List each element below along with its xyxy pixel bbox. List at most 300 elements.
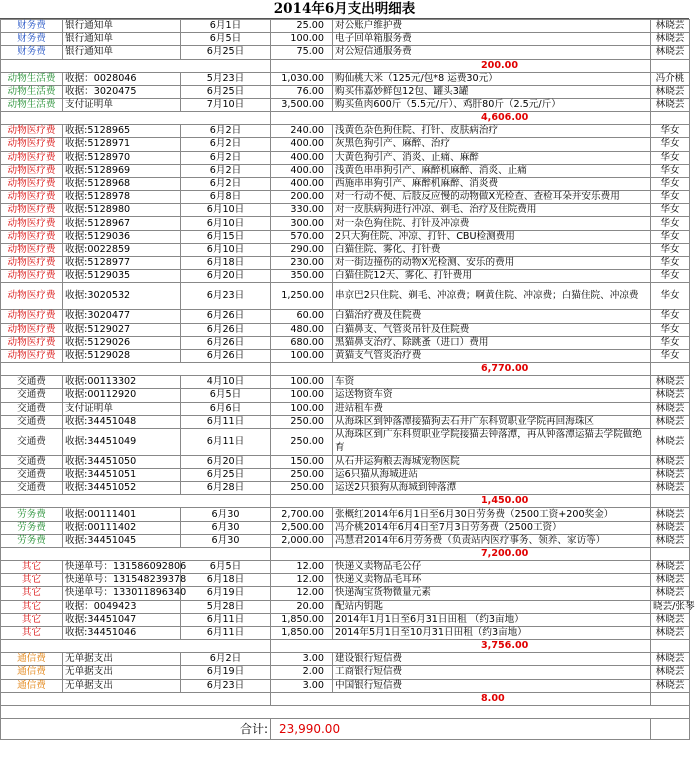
category-cell: 交通费 [1,455,63,468]
table-row [1,376,690,389]
date-cell: 6月26日 [181,323,271,336]
table-row [1,349,690,362]
reference-cell: 银行通知单 [63,20,181,33]
date-cell: 6月2日 [181,151,271,164]
person-cell: 林晓芸 [651,98,690,111]
person-cell: 林晓芸 [651,469,690,482]
date-cell: 6月10日 [181,243,271,256]
description-cell: 进站租车费 [333,402,651,415]
category-cell: 交通费 [1,428,63,455]
total-spacer [651,718,690,739]
reference-cell: 银行通知单 [63,46,181,59]
amount-cell: 250.00 [271,469,333,482]
date-cell: 6月25日 [181,85,271,98]
date-cell: 6月19日 [181,666,271,679]
person-cell: 林晓芸 [651,587,690,600]
table-row [1,257,690,270]
subtotal-spacer [651,59,690,72]
amount-cell: 100.00 [271,33,333,46]
description-cell: 运送2只狼狗从海城到钟落潭 [333,482,651,495]
amount-cell: 2,000.00 [271,534,333,547]
table-row [1,177,690,190]
person-cell: 华女 [651,323,690,336]
date-cell: 5月23日 [181,72,271,85]
amount-cell: 1,250.00 [271,283,333,310]
category-cell: 财务费 [1,33,63,46]
subtotal-spacer [651,495,690,508]
description-cell: 白猫鼻支、气管炎吊针及住院费 [333,323,651,336]
amount-cell: 400.00 [271,151,333,164]
person-cell: 林晓芸 [651,534,690,547]
sheet-title: 2014年6月支出明细表 [0,0,689,19]
table-row [1,98,690,111]
table-row [1,336,690,349]
person-cell: 华女 [651,270,690,283]
date-cell: 6月15日 [181,230,271,243]
amount-cell: 25.00 [271,20,333,33]
amount-cell: 2.00 [271,666,333,679]
category-cell: 动物生活费 [1,98,63,111]
reference-cell: 支付证明单 [63,402,181,415]
table-row [1,455,690,468]
category-cell: 动物医疗费 [1,270,63,283]
reference-cell: 无单据支出 [63,653,181,666]
reference-cell: 收据:34451049 [63,428,181,455]
reference-cell: 收据:5128965 [63,125,181,138]
amount-cell: 150.00 [271,455,333,468]
date-cell: 6月25日 [181,469,271,482]
table-row [1,613,690,626]
date-cell: 5月28日 [181,600,271,613]
person-cell: 华女 [651,310,690,323]
reference-cell: 收据:00113302 [63,376,181,389]
subtotal-amount: 3,756.00 [271,640,651,653]
date-cell: 6月28日 [181,482,271,495]
subtotal-row [1,112,690,125]
category-cell: 动物生活费 [1,72,63,85]
description-cell: 张概红2014年6月1日至6月30日劳务费（2500工资+200奖金） [333,508,651,521]
amount-cell: 300.00 [271,217,333,230]
subtotal-spacer [1,640,271,653]
table-row [1,270,690,283]
amount-cell: 60.00 [271,310,333,323]
category-cell: 动物医疗费 [1,349,63,362]
amount-cell: 230.00 [271,257,333,270]
reference-cell: 收据：0028046 [63,72,181,85]
subtotal-spacer [1,59,271,72]
category-cell: 动物医疗费 [1,191,63,204]
amount-cell: 1,850.00 [271,626,333,639]
expense-table-body [1,20,695,740]
date-cell: 6月2日 [181,138,271,151]
description-cell: 灰黑色狗引产、麻醉、治疗 [333,138,651,151]
table-row [1,20,690,33]
description-cell: 从海珠区到钟落潭接猫狗去石井广东科贸职业学院再回海珠区 [333,415,651,428]
date-cell: 6月11日 [181,613,271,626]
spacer-cell [1,705,690,718]
person-cell: 林晓芸 [651,574,690,587]
description-cell: 冯介桃2014年6月4日至7月3日劳务费（2500工资） [333,521,651,534]
description-cell: 白猫住院、雾化、打针费 [333,243,651,256]
amount-cell: 290.00 [271,243,333,256]
description-cell: 快递淘宝货物微量元素 [333,587,651,600]
category-cell: 财务费 [1,46,63,59]
description-cell: 快递义卖物品毛耳环 [333,574,651,587]
table-row [1,626,690,639]
description-cell: 中国银行短信费 [333,679,651,692]
category-cell: 其它 [1,613,63,626]
amount-cell: 100.00 [271,389,333,402]
amount-cell: 100.00 [271,402,333,415]
person-cell: 华女 [651,217,690,230]
person-cell: 华女 [651,349,690,362]
amount-cell: 12.00 [271,587,333,600]
category-cell: 动物医疗费 [1,230,63,243]
category-cell: 动物医疗费 [1,204,63,217]
amount-cell: 2,700.00 [271,508,333,521]
person-cell: 华女 [651,177,690,190]
description-cell: 对一杂色狗住院、打针及冲凉费 [333,217,651,230]
person-cell: 林晓芸 [651,20,690,33]
person-cell: 林晓芸 [651,666,690,679]
amount-cell: 400.00 [271,138,333,151]
reference-cell: 收据:5128967 [63,217,181,230]
table-row [1,521,690,534]
person-cell: 林晓芸 [651,521,690,534]
table-row [1,164,690,177]
description-cell: 西施串串狗引产、麻醉机麻醉、消炎费 [333,177,651,190]
person-cell: 林晓芸 [651,561,690,574]
table-row [1,72,690,85]
total-row [1,718,690,739]
amount-cell: 3.00 [271,653,333,666]
person-cell: 林晓芸 [651,508,690,521]
date-cell: 6月8日 [181,191,271,204]
reference-cell: 收据:34451047 [63,613,181,626]
person-cell: 林晓芸 [651,46,690,59]
category-cell: 劳务费 [1,521,63,534]
table-row [1,243,690,256]
amount-cell: 1,030.00 [271,72,333,85]
person-cell: 华女 [651,164,690,177]
date-cell: 6月2日 [181,164,271,177]
table-row [1,574,690,587]
date-cell: 6月26日 [181,336,271,349]
reference-cell: 收据:00112920 [63,389,181,402]
category-cell: 动物医疗费 [1,257,63,270]
person-cell: 华女 [651,204,690,217]
subtotal-row [1,59,690,72]
person-cell: 林晓芸 [651,626,690,639]
person-cell: 冯介桃 [651,72,690,85]
description-cell: 购买鱼肉600斤（5.5元/斤）、鸡肝80斤（2.5元/斤） [333,98,651,111]
description-cell: 黑猫鼻支治疗、除跳蚤（进口）费用 [333,336,651,349]
reference-cell: 收据:5128978 [63,191,181,204]
reference-cell: 收据:5128971 [63,138,181,151]
table-row [1,46,690,59]
person-cell: 华女 [651,191,690,204]
table-row [1,85,690,98]
category-cell: 交通费 [1,376,63,389]
description-cell: 购买伟嘉妙鲜包12包、罐头3罐 [333,85,651,98]
person-cell: 华女 [651,230,690,243]
table-row [1,600,690,613]
table-row [1,138,690,151]
subtotal-amount: 200.00 [271,59,651,72]
date-cell: 6月23日 [181,679,271,692]
date-cell: 6月30 [181,521,271,534]
category-cell: 交通费 [1,389,63,402]
category-cell: 动物医疗费 [1,125,63,138]
description-cell: 对公账户维护费 [333,20,651,33]
date-cell: 6月2日 [181,177,271,190]
category-cell: 其它 [1,561,63,574]
amount-cell: 680.00 [271,336,333,349]
date-cell: 6月20日 [181,270,271,283]
amount-cell: 76.00 [271,85,333,98]
subtotal-amount: 4,606.00 [271,112,651,125]
person-cell: 林晓芸 [651,376,690,389]
date-cell: 6月18日 [181,574,271,587]
description-cell: 白猫住院12天、雾化、打针费用 [333,270,651,283]
description-cell: 车资 [333,376,651,389]
reference-cell: 收据:34451048 [63,415,181,428]
category-cell: 动物医疗费 [1,243,63,256]
category-cell: 其它 [1,574,63,587]
person-cell: 林晓芸 [651,455,690,468]
reference-cell: 收据:5128969 [63,164,181,177]
subtotal-spacer [651,692,690,705]
person-cell: 华女 [651,151,690,164]
amount-cell: 12.00 [271,574,333,587]
person-cell: 华女 [651,138,690,151]
reference-cell: 收据:34451046 [63,626,181,639]
subtotal-amount: 1,450.00 [271,495,651,508]
subtotal-row [1,495,690,508]
subtotal-amount: 7,200.00 [271,548,651,561]
description-cell: 工商银行短信费 [333,666,651,679]
description-cell: 对一皮肤病狗进行冲凉、剃毛、治疗及住院费用 [333,204,651,217]
reference-cell: 收据:00111402 [63,521,181,534]
category-cell: 通信费 [1,666,63,679]
description-cell: 对公短信通服务费 [333,46,651,59]
reference-cell: 支付证明单 [63,98,181,111]
reference-cell: 收据:00111401 [63,508,181,521]
description-cell: 2只大狗住院、冲凉、打针、CBU检测费用 [333,230,651,243]
person-cell: 林晓芸 [651,415,690,428]
category-cell: 动物医疗费 [1,283,63,310]
amount-cell: 200.00 [271,191,333,204]
category-cell: 动物医疗费 [1,217,63,230]
date-cell: 6月30 [181,508,271,521]
subtotal-amount: 8.00 [271,692,651,705]
person-cell: 华女 [651,125,690,138]
date-cell: 6月1日 [181,20,271,33]
subtotal-spacer [651,363,690,376]
subtotal-spacer [1,692,271,705]
amount-cell: 400.00 [271,164,333,177]
description-cell: 串京巴2只住院、剃毛、冲凉费；啊黄住院、冲凉费；白猫住院、冲凉费 [333,283,651,310]
reference-cell: 收据:3020532 [63,283,181,310]
date-cell: 6月5日 [181,389,271,402]
amount-cell: 240.00 [271,125,333,138]
subtotal-amount: 6,770.00 [271,363,651,376]
category-cell: 劳务费 [1,508,63,521]
date-cell: 6月26日 [181,349,271,362]
person-cell: 林晓芸 [651,85,690,98]
category-cell: 劳务费 [1,534,63,547]
date-cell: 6月20日 [181,455,271,468]
amount-cell: 75.00 [271,46,333,59]
reference-cell: 银行通知单 [63,33,181,46]
reference-cell: 收据:5129036 [63,230,181,243]
reference-cell: 收据:5128968 [63,177,181,190]
reference-cell: 收据:34451052 [63,482,181,495]
person-cell: 华女 [651,336,690,349]
table-row [1,679,690,692]
person-cell: 林晓芸 [651,653,690,666]
category-cell: 交通费 [1,402,63,415]
person-cell: 华女 [651,243,690,256]
amount-cell: 2,500.00 [271,521,333,534]
category-cell: 交通费 [1,482,63,495]
description-cell: 黄猫支气管炎治疗费 [333,349,651,362]
category-cell: 通信费 [1,679,63,692]
table-row [1,310,690,323]
reference-cell: 收据:5129027 [63,323,181,336]
description-cell: 电子回单箱服务费 [333,33,651,46]
table-row [1,389,690,402]
reference-cell: 收据：3020475 [63,85,181,98]
description-cell: 建设银行短信费 [333,653,651,666]
reference-cell: 收据:5129026 [63,336,181,349]
amount-cell: 3,500.00 [271,98,333,111]
table-row [1,323,690,336]
description-cell: 浅黄色杂色狗住院、打针、皮肤病治疗 [333,125,651,138]
amount-cell: 20.00 [271,600,333,613]
category-cell: 动物医疗费 [1,310,63,323]
date-cell: 6月19日 [181,587,271,600]
description-cell: 快递义卖物品毛公仔 [333,561,651,574]
reference-cell: 收据:34451051 [63,469,181,482]
date-cell: 6月10日 [181,204,271,217]
subtotal-row [1,548,690,561]
category-cell: 动物医疗费 [1,151,63,164]
subtotal-spacer [1,112,271,125]
subtotal-spacer [651,112,690,125]
person-cell: 林晓芸 [651,33,690,46]
category-cell: 动物医疗费 [1,138,63,151]
table-row [1,653,690,666]
person-cell: 林晓芸 [651,482,690,495]
person-cell: 林晓芸 [651,679,690,692]
date-cell: 6月26日 [181,310,271,323]
amount-cell: 330.00 [271,204,333,217]
description-cell: 运送物资车资 [333,389,651,402]
subtotal-spacer [651,548,690,561]
reference-cell: 收据:5129035 [63,270,181,283]
reference-cell: 收据:34451045 [63,534,181,547]
amount-cell: 480.00 [271,323,333,336]
category-cell: 动物生活费 [1,85,63,98]
amount-cell: 12.00 [271,561,333,574]
table-row [1,415,690,428]
table-row [1,428,690,455]
date-cell: 6月23日 [181,283,271,310]
person-cell: 林晓芸 [651,613,690,626]
amount-cell: 1,850.00 [271,613,333,626]
description-cell: 冯慧君2014年6月劳务费（负责站内医疗事务、领养、家访等） [333,534,651,547]
date-cell: 6月11日 [181,626,271,639]
table-row [1,151,690,164]
date-cell: 6月5日 [181,561,271,574]
date-cell: 6月30 [181,534,271,547]
person-cell: 林晓芸 [651,428,690,455]
table-row [1,217,690,230]
subtotal-spacer [1,363,271,376]
date-cell: 6月2日 [181,653,271,666]
table-row [1,469,690,482]
table-row [1,508,690,521]
reference-cell: 收据:34451050 [63,455,181,468]
reference-cell: 无单据支出 [63,666,181,679]
reference-cell: 收据:5128977 [63,257,181,270]
description-cell: 运6只猫从海城进站 [333,469,651,482]
date-cell: 6月11日 [181,415,271,428]
category-cell: 动物医疗费 [1,164,63,177]
person-cell: 林晓芸 [651,402,690,415]
spacer-row [1,705,690,718]
subtotal-spacer [651,640,690,653]
amount-cell: 100.00 [271,349,333,362]
description-cell: 配站内钥匙 [333,600,651,613]
table-row [1,204,690,217]
table-row [1,482,690,495]
subtotal-row [1,640,690,653]
table-row [1,230,690,243]
reference-cell: 无单据支出 [63,679,181,692]
person-cell: 林晓芸 [651,389,690,402]
reference-cell: 收据:0022859 [63,243,181,256]
date-cell: 4月10日 [181,376,271,389]
table-row [1,125,690,138]
description-cell: 2014年5月1日至10月31日田租（约3亩地） [333,626,651,639]
description-cell: 2014年1月1日至6月31日田租 （约3亩地） [333,613,651,626]
date-cell: 6月11日 [181,428,271,455]
category-cell: 动物医疗费 [1,323,63,336]
person-cell: 华女 [651,283,690,310]
date-cell: 7月10日 [181,98,271,111]
date-cell: 6月2日 [181,125,271,138]
date-cell: 6月25日 [181,46,271,59]
category-cell: 其它 [1,587,63,600]
category-cell: 动物医疗费 [1,336,63,349]
amount-cell: 3.00 [271,679,333,692]
subtotal-spacer [1,548,271,561]
amount-cell: 100.00 [271,376,333,389]
reference-cell: 快递单号：131548239378 [63,574,181,587]
reference-cell: 收据:5129028 [63,349,181,362]
table-row [1,534,690,547]
description-cell: 浅黄色串串狗引产、麻醉机麻醉、消炎、止痛 [333,164,651,177]
subtotal-row [1,363,690,376]
category-cell: 动物医疗费 [1,177,63,190]
date-cell: 6月5日 [181,33,271,46]
description-cell: 对一行动不便、后肢反应慢的动物做X光检查、查检耳朵并安乐费用 [333,191,651,204]
description-cell: 从石井运狗粮去海城宠物医院 [333,455,651,468]
category-cell: 其它 [1,600,63,613]
reference-cell: 收据:3020477 [63,310,181,323]
